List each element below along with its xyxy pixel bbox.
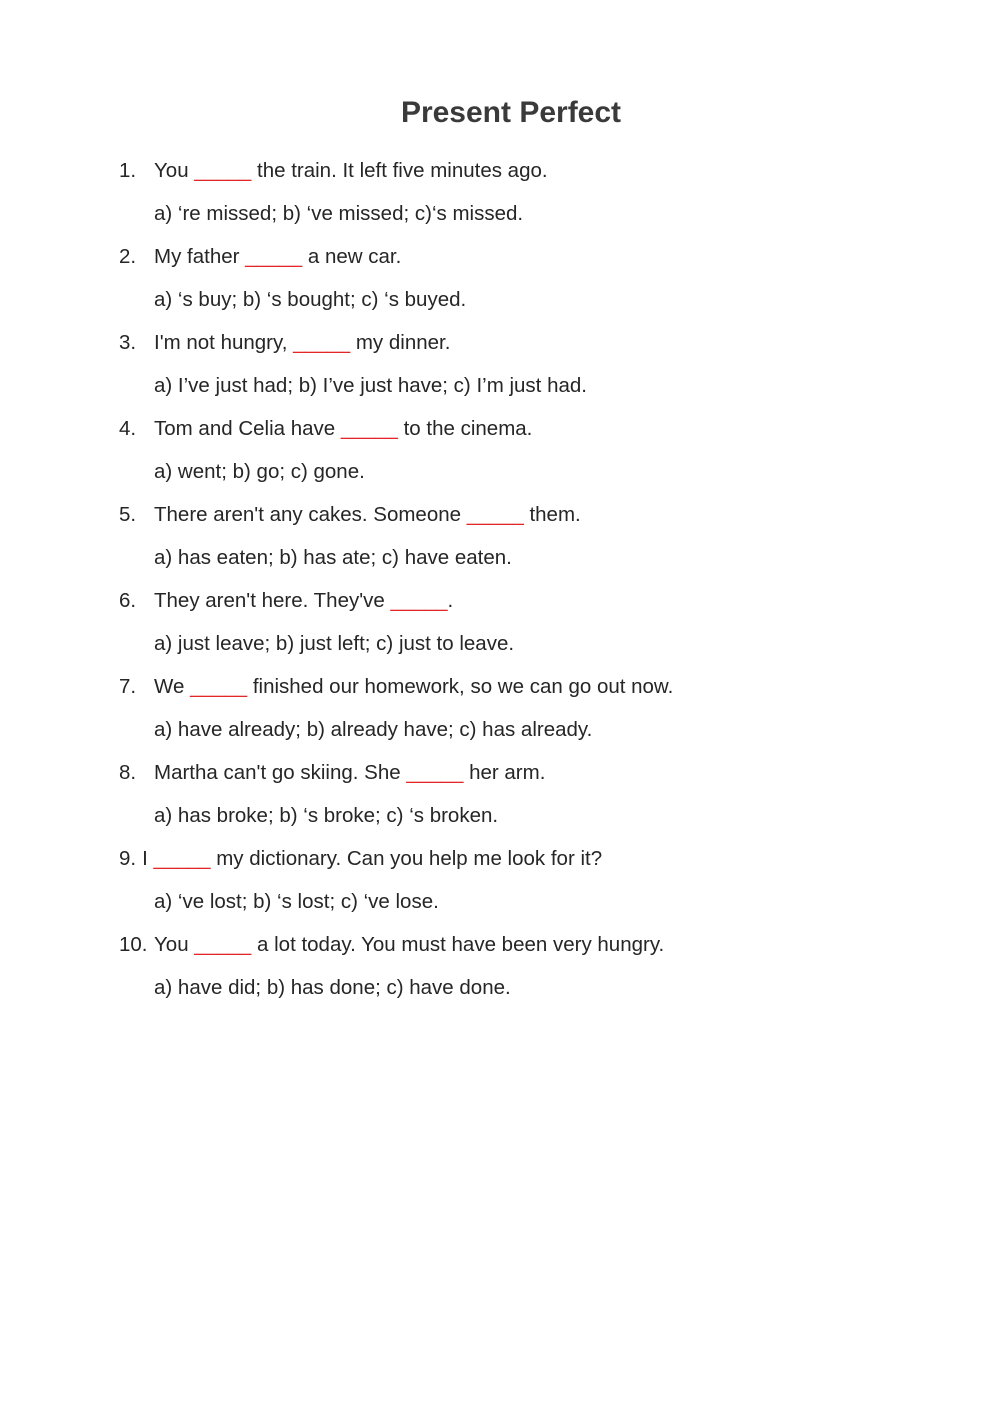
question-number: 7. bbox=[119, 675, 137, 698]
answer-options: a) ‘ve lost; b) ‘s lost; c) ‘ve lose. bbox=[154, 890, 439, 913]
answer-options: a) has eaten; b) has ate; c) have eaten. bbox=[154, 546, 512, 569]
question-item bbox=[119, 155, 939, 241]
question-number: 5. bbox=[119, 503, 137, 526]
question-text-before: They aren't here. They've bbox=[154, 589, 385, 612]
question-item bbox=[119, 757, 939, 843]
question-line bbox=[119, 327, 939, 370]
answer-options: a) ‘s buy; b) ‘s bought; c) ‘s buyed. bbox=[154, 288, 467, 311]
question-text-after: a lot today. You must have been very hungry. bbox=[257, 933, 665, 956]
answer-blank: _____ bbox=[190, 675, 248, 698]
question-text-before: There aren't any cakes. Someone bbox=[154, 503, 462, 526]
answer-blank: _____ bbox=[293, 331, 351, 354]
question-line bbox=[119, 757, 939, 800]
question-text-before: You bbox=[154, 933, 189, 956]
question-line bbox=[119, 671, 939, 714]
question-text-after: . bbox=[447, 589, 454, 612]
answer-options: a) just leave; b) just left; c) just to leave. bbox=[154, 632, 515, 655]
answer-blank: _____ bbox=[153, 847, 211, 870]
question-line bbox=[119, 155, 939, 198]
answer-blank: _____ bbox=[194, 159, 252, 182]
question-line bbox=[119, 585, 939, 628]
question-text-before: My father bbox=[154, 245, 240, 268]
question-text-before: I bbox=[142, 847, 148, 870]
question-text-after: her arm. bbox=[469, 761, 546, 784]
answer-options: a) have did; b) has done; c) have done. bbox=[154, 976, 511, 999]
question-line bbox=[119, 929, 939, 972]
answer-options: a) I’ve just had; b) I’ve just have; c) I’m just had. bbox=[154, 374, 587, 397]
question-item bbox=[119, 327, 939, 413]
question-number: 3. bbox=[119, 331, 137, 354]
question-line bbox=[119, 241, 939, 284]
question-text-before: I'm not hungry, bbox=[154, 331, 288, 354]
question-number: 2. bbox=[119, 245, 137, 268]
question-number: 8. bbox=[119, 761, 137, 784]
question-text-before: We bbox=[154, 675, 185, 698]
answer-blank: _____ bbox=[340, 417, 398, 440]
answer-blank: _____ bbox=[194, 933, 252, 956]
answer-blank: _____ bbox=[406, 761, 464, 784]
answer-options: a) have already; b) already have; c) has already. bbox=[154, 718, 593, 741]
page-title: Present Perfect bbox=[400, 96, 622, 129]
question-text-after: them. bbox=[529, 503, 581, 526]
question-number: 10. bbox=[119, 933, 148, 956]
question-item bbox=[119, 671, 939, 757]
question-text-after: finished our homework, so we can go out now. bbox=[252, 675, 674, 698]
question-text-after: to the cinema. bbox=[403, 417, 533, 440]
question-text-before: Tom and Celia have bbox=[154, 417, 336, 440]
question-text-after: the train. It left five minutes ago. bbox=[257, 159, 548, 182]
answer-blank: _____ bbox=[390, 589, 448, 612]
answer-options: a) has broke; b) ‘s broke; c) ‘s broken. bbox=[154, 804, 499, 827]
question-item bbox=[119, 499, 939, 585]
question-number: 4. bbox=[119, 417, 137, 440]
question-text-before: You bbox=[154, 159, 189, 182]
question-item bbox=[119, 241, 939, 327]
question-line bbox=[119, 413, 939, 456]
question-text-after: my dinner. bbox=[355, 331, 451, 354]
question-item bbox=[119, 585, 939, 671]
answer-options: a) went; b) go; c) gone. bbox=[154, 460, 365, 483]
question-line bbox=[119, 843, 939, 886]
question-item bbox=[119, 929, 939, 1015]
question-item bbox=[119, 843, 939, 929]
answer-blank: _____ bbox=[466, 503, 524, 526]
question-number: 9. bbox=[119, 847, 137, 870]
question-number: 6. bbox=[119, 589, 137, 612]
question-line bbox=[119, 499, 939, 542]
answer-blank: _____ bbox=[245, 245, 303, 268]
question-text-after: a new car. bbox=[307, 245, 402, 268]
question-text-before: Martha can't go skiing. She bbox=[154, 761, 401, 784]
answer-options: a) ‘re missed; b) ‘ve missed; c)‘s missed. bbox=[154, 202, 524, 225]
question-number: 1. bbox=[119, 159, 137, 182]
question-list bbox=[119, 155, 939, 1015]
question-text-after: my dictionary. Can you help me look for it? bbox=[216, 847, 603, 870]
question-item bbox=[119, 413, 939, 499]
